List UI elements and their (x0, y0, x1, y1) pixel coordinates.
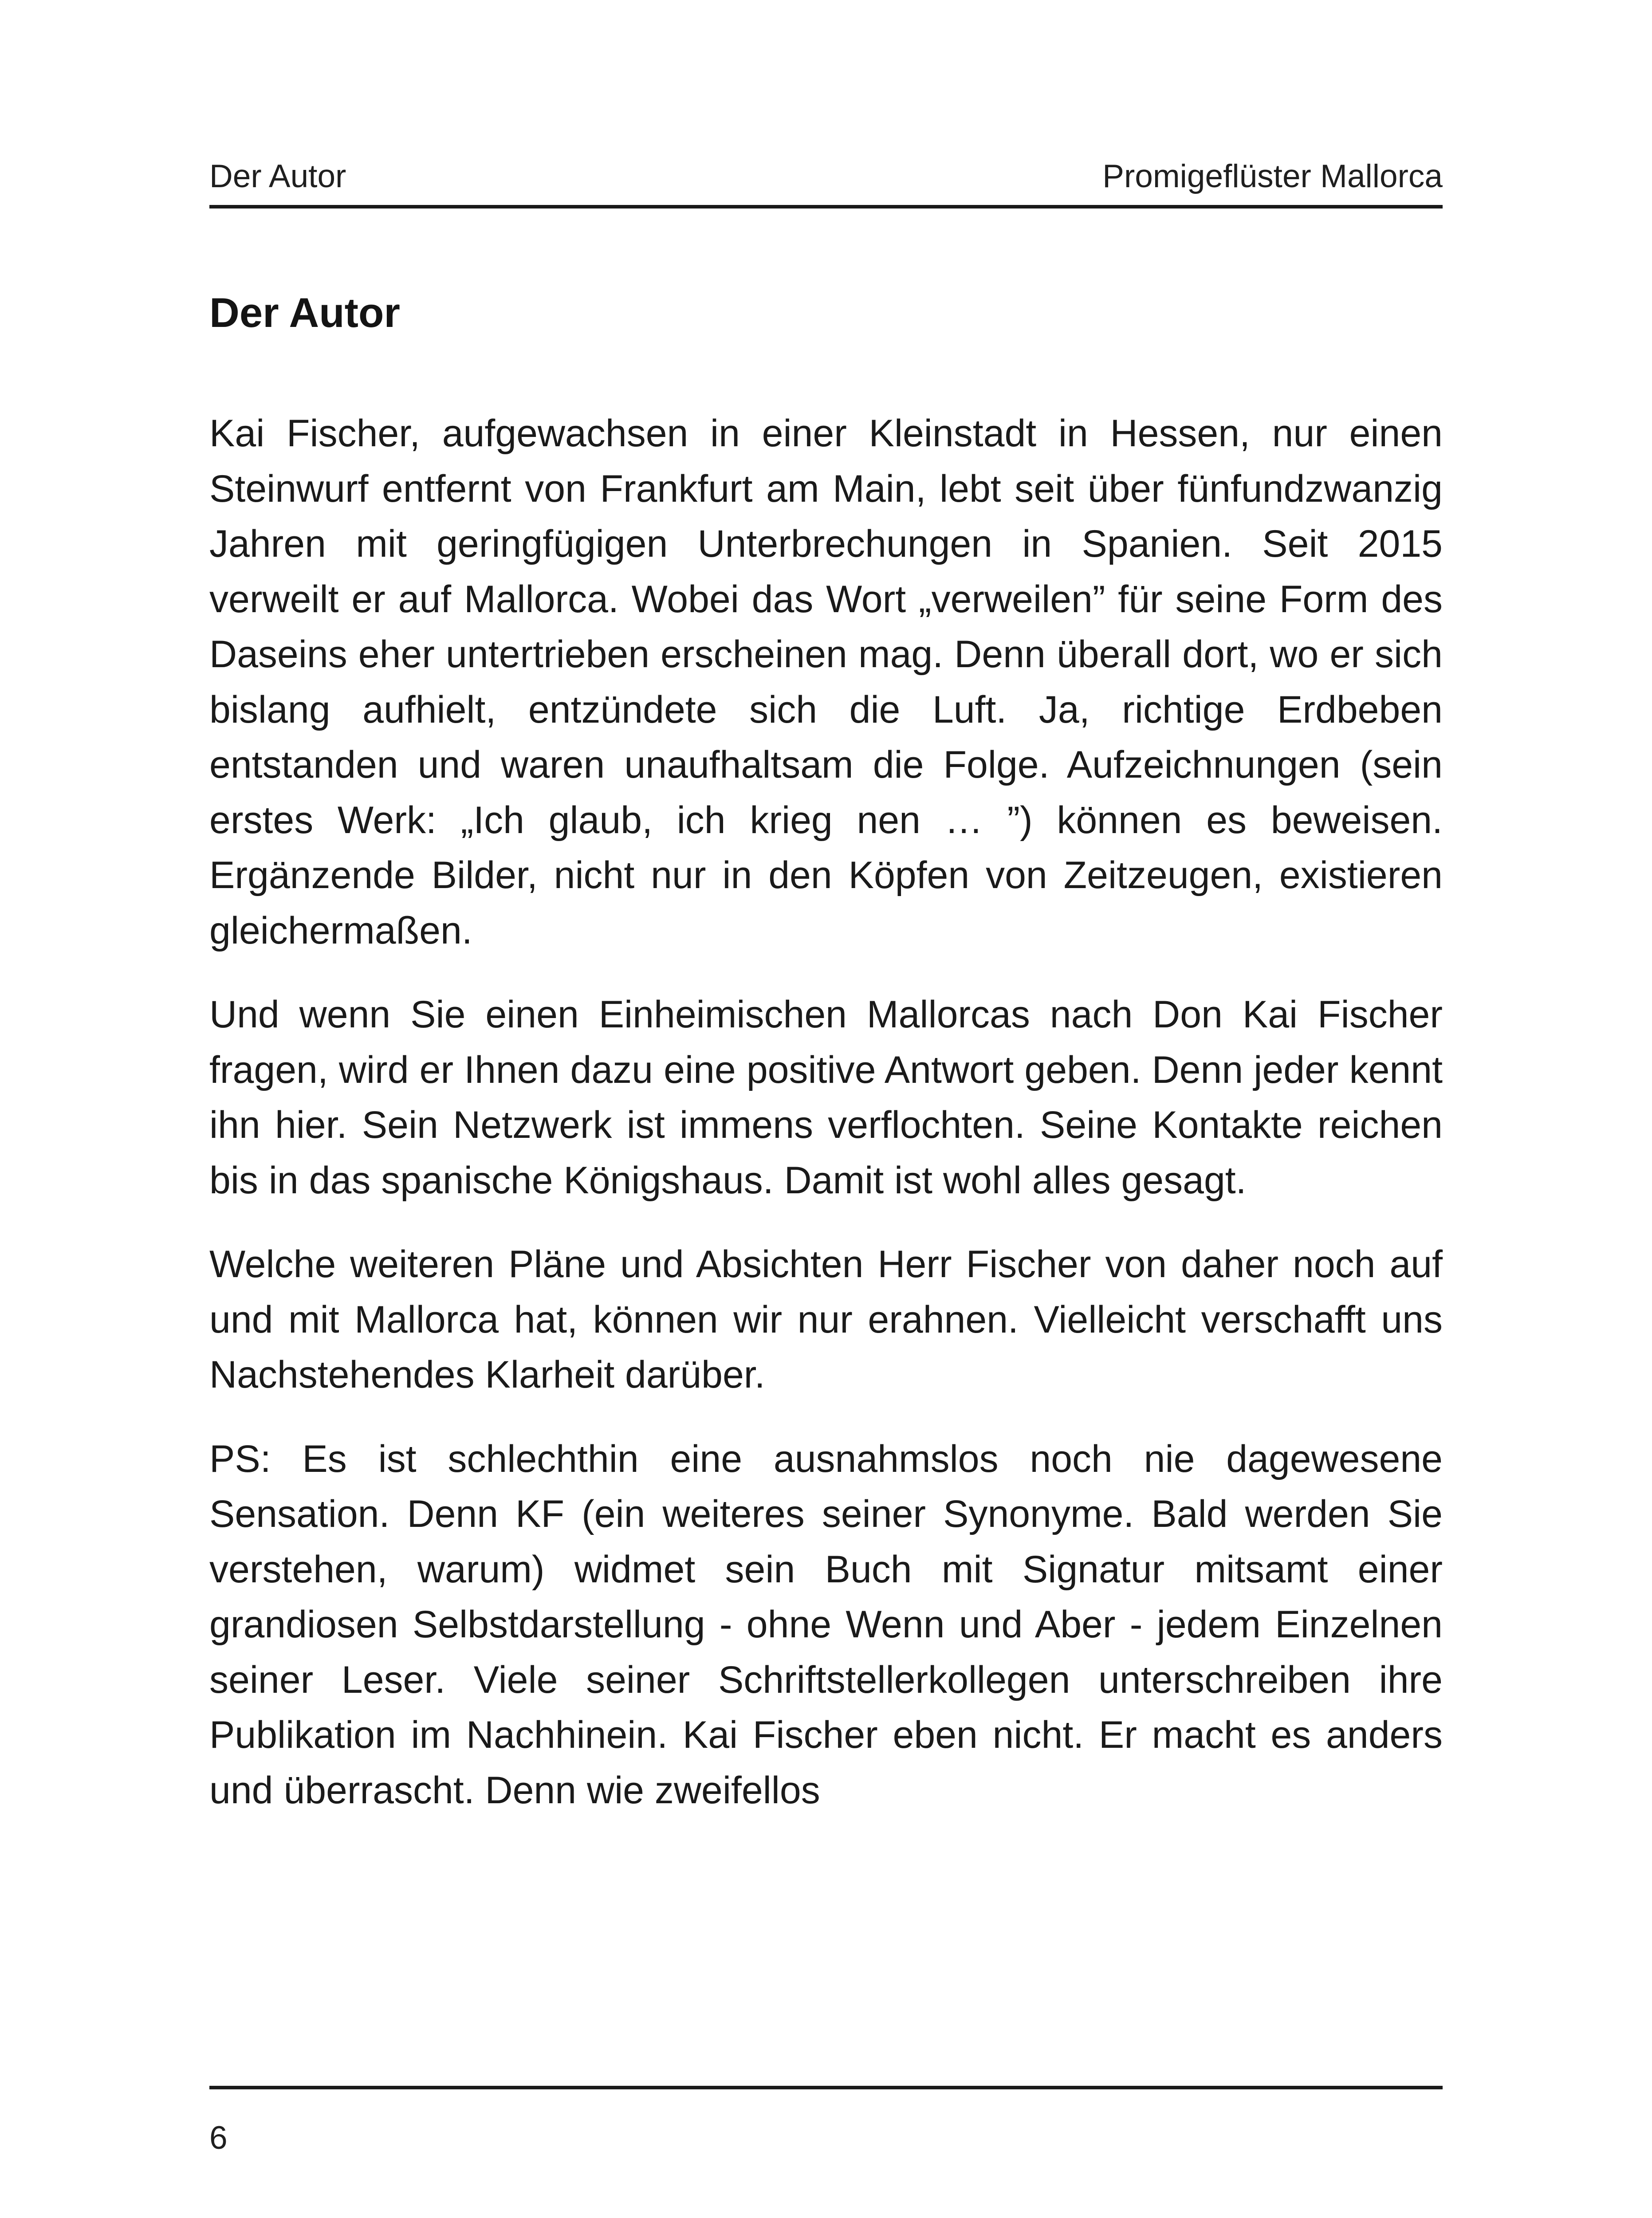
header-rule (209, 205, 1443, 208)
paragraph: PS: Es ist schlechthin eine ausnahmslos noch nie dagewesene Sensation. Denn KF (ein weiteres seiner Synonyme. Bald werden Sie verstehen, warum) widmet sein Buch mit Signatur mitsamt einer grandiosen Selbstdarstellung - ohne Wenn und Aber - jedem Einzelnen seiner Leser. Viele seiner Schriftstellerkollegen unterschreiben ihre Publikation im Nachhinein. Kai Fischer eben nicht. Er macht es anders und überrascht. Denn wie zweifellos (209, 1437, 1443, 1812)
paragraph: Welche weiteren Pläne und Absichten Herr Fischer von daher noch auf und mit Mallorca hat, können wir nur erahnen. Vielleicht verschafft uns Nachstehendes Klarheit darüber. (209, 1243, 1443, 1396)
body-text (209, 406, 1443, 1847)
footer-rule (209, 2086, 1443, 2089)
paragraph: Kai Fischer, aufgewachsen in einer Kleinstadt in Hessen, nur einen Steinwurf entfernt von Frankfurt am Main, lebt seit über fünfundzwanzig Jahren mit geringfügigen Unterbrechungen in Spanien. Seit 2015 verweilt er auf Mallorca. Wobei das Wort „verweilen” für seine Form des Daseins eher untertrieben erscheinen mag. Denn überall dort, wo er sich bislang aufhielt, entzündete sich die Luft. Ja, richtige Erdbeben entstanden und waren unaufhaltsam die Folge. Aufzeichnungen (sein erstes Werk: „Ich glaub, ich krieg nen … ”) können es beweisen. Ergänzende Bilder, nicht nur in den Köpfen von Zeitzeugen, existieren gleichermaßen. (209, 412, 1443, 952)
page-number: 6 (209, 2120, 228, 2156)
header-book-title: Promigeflüster Mallorca (1102, 158, 1443, 194)
chapter-title: Der Autor (209, 289, 400, 336)
paragraph: Und wenn Sie einen Einheimischen Mallorcas nach Don Kai Fischer fragen, wird er Ihnen dazu eine positive Antwort geben. Denn jeder kennt ihn hier. Sein Netzwerk ist immens verflochten. Seine Kontakte reichen bis in das spanische Königshaus. Damit ist wohl alles gesagt. (209, 993, 1443, 1202)
header-section-title: Der Autor (209, 158, 346, 194)
running-header (209, 154, 1443, 199)
